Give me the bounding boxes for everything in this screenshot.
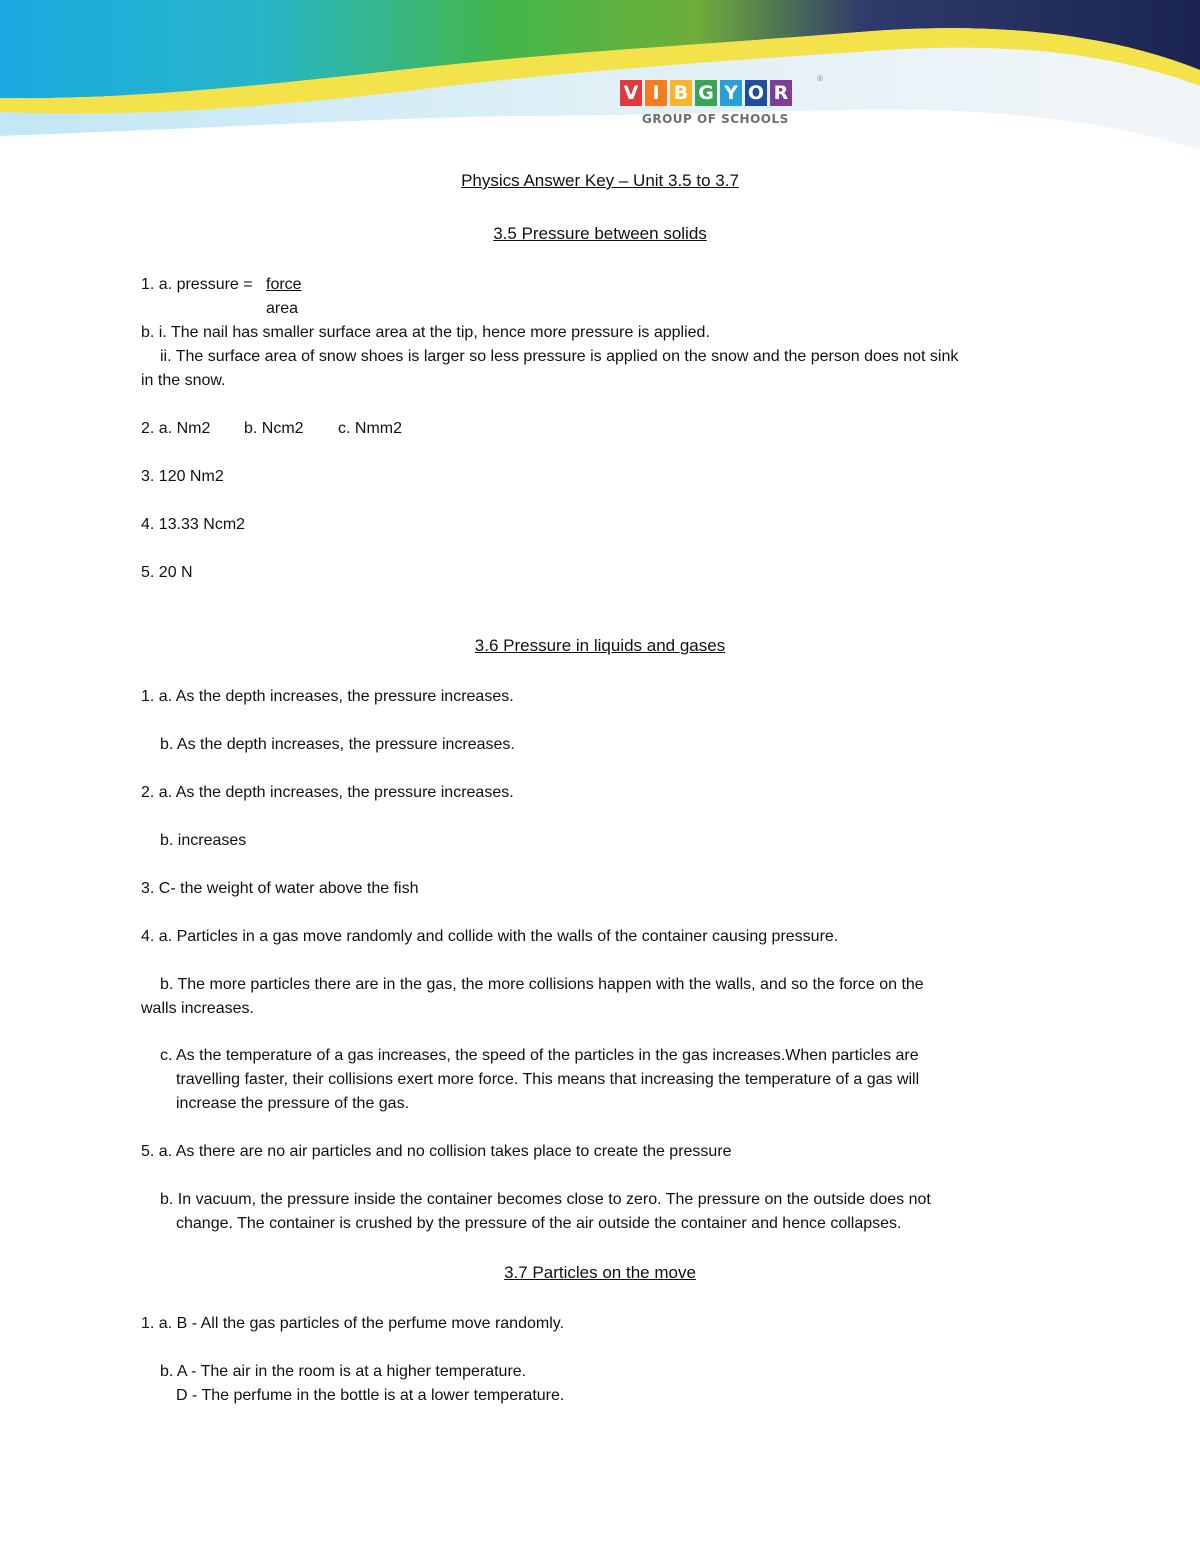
logo-tagline: GROUP OF SCHOOLS <box>642 112 789 126</box>
section-heading-3-7: 3.7 Particles on the move <box>504 1263 696 1282</box>
answer-2b: b. increases <box>160 832 247 849</box>
logo-letter-g: G <box>695 80 717 106</box>
answer-1a: 1. a. B - All the gas particles of the perfume move randomly. <box>141 1315 565 1332</box>
logo-wordmark <box>620 80 830 106</box>
answer-4: 4. 13.33 Ncm2 <box>141 516 246 533</box>
answer-2c: c. Nmm2 <box>338 420 402 437</box>
logo-letter-v: V <box>620 80 642 106</box>
answer-2a: 2. a. Nm2 <box>141 420 211 437</box>
answer-5b-cont: change. The container is crushed by the pressure of the air outside the container and hence collapses. <box>176 1215 902 1232</box>
answer-2b: b. Ncm2 <box>244 420 304 437</box>
page-title: Physics Answer Key – Unit 3.5 to 3.7 <box>461 171 739 190</box>
answer-1a: 1. a. pressure = <box>141 276 253 293</box>
answer-4a: 4. a. Particles in a gas move randomly and collide with the walls of the container causing pressure. <box>141 928 839 945</box>
section-heading-3-6: 3.6 Pressure in liquids and gases <box>474 636 726 655</box>
answer-2a: 2. a. As the depth increases, the pressure increases. <box>141 784 514 801</box>
answer-3: 3. 120 Nm2 <box>141 468 224 485</box>
logo-letter-r: R <box>770 80 792 106</box>
answer-4c: c. As the temperature of a gas increases, the speed of the particles in the gas increases.When particles are <box>160 1047 919 1064</box>
answer-4c-cont-2: increase the pressure of the gas. <box>176 1095 410 1112</box>
header-banner <box>0 0 1200 150</box>
logo-letter-o: O <box>745 80 767 106</box>
registered-mark: ® <box>817 74 823 83</box>
logo-letter-i: I <box>645 80 667 106</box>
answer-5b: b. In vacuum, the pressure inside the container becomes close to zero. The pressure on the outside does not <box>160 1191 931 1208</box>
answer-1b-ii-cont: in the snow. <box>141 372 226 389</box>
answer-1b-ii: ii. The surface area of snow shoes is larger so less pressure is applied on the snow and the person does not sink <box>160 348 959 365</box>
answer-1a: 1. a. As the depth increases, the pressure increases. <box>141 688 514 705</box>
vibgyor-logo <box>620 74 830 136</box>
answer-4b-cont: walls increases. <box>141 1000 254 1017</box>
answer-3: 3. C- the weight of water above the fish <box>141 880 419 897</box>
answer-5a: 5. a. As there are no air particles and no collision takes place to create the pressure <box>141 1143 732 1160</box>
logo-letter-y: Y <box>720 80 742 106</box>
fraction-denominator: area <box>266 300 299 317</box>
answer-4b: b. The more particles there are in the gas, the more collisions happen with the walls, and so the force on the <box>160 976 924 993</box>
answer-5: 5. 20 N <box>141 564 193 581</box>
answer-1b-a: b. A - The air in the room is at a higher temperature. <box>160 1363 527 1380</box>
fraction-numerator: force <box>266 276 302 293</box>
logo-letter-b: B <box>670 80 692 106</box>
answer-1b-i: b. i. The nail has smaller surface area at the tip, hence more pressure is applied. <box>141 324 710 341</box>
answer-4c-cont-1: travelling faster, their collisions exert more force. This means that increasing the temperature of a gas will <box>176 1071 920 1088</box>
answer-1b: b. As the depth increases, the pressure increases. <box>160 736 515 753</box>
answer-1b-d: D - The perfume in the bottle is at a lower temperature. <box>176 1387 565 1404</box>
section-heading-3-5: 3.5 Pressure between solids <box>493 224 707 243</box>
